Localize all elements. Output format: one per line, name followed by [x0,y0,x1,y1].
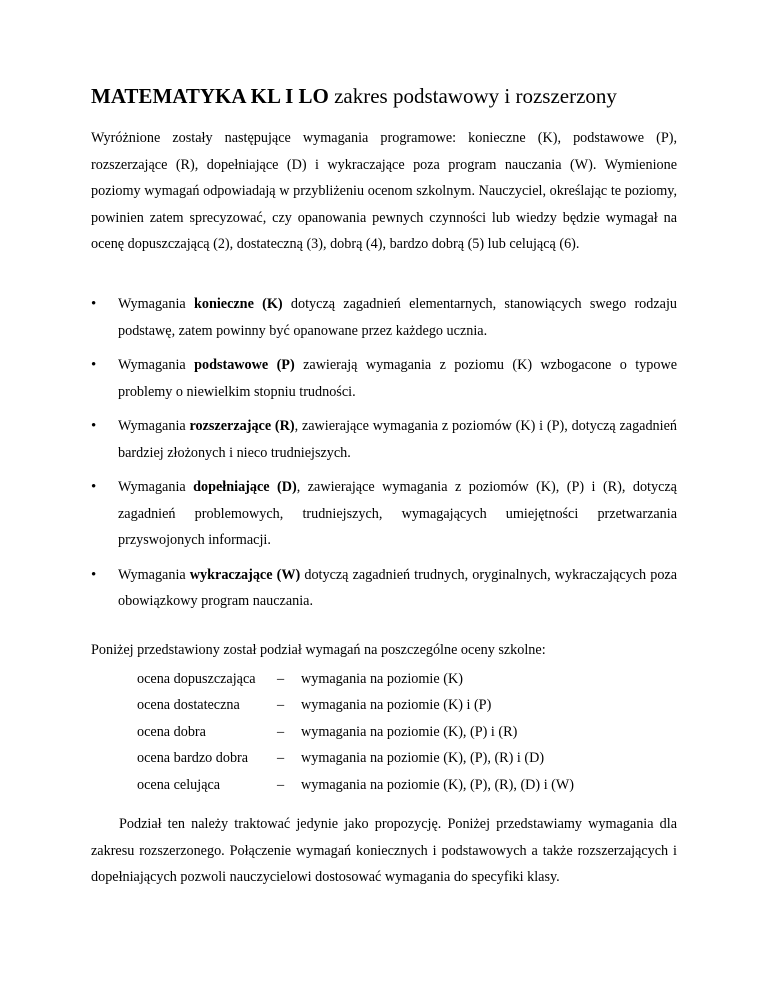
list-item [91,413,677,466]
table-row [137,772,574,799]
title-scope: zakres podstawowy i rozszerzony [334,84,617,108]
grades-intro: Poniżej przedstawiony został podział wymagań na poszczególne oceny szkolne: [91,642,546,658]
grade-name: ocena dostateczna [137,697,240,714]
requirement-levels-list [91,291,677,623]
list-item [91,474,677,554]
page-title [91,84,617,108]
level-name: dopełniające (D) [193,479,297,495]
intro-paragraph: Wyróżnione zostały następujące wymagania programowe: konieczne (K), podstawowe (P), rozszerzające (R), dopełniające (D) i wykraczające poza program nauczania (W). Wymienione poziomy wymagań odpowiadają w przybliżeniu ocenom szkolnym. Nauczyciel, określając te poziomy, powinien zatem sprecyzować, czy opanowania pewnych czynności lub wiedzy będzie wymagał na ocenę dopuszczającą (2), dostateczną (3), dobrą (4), bardzo dobrą (5) lub celującą (6). [91,130,677,252]
grade-name: ocena celująca [137,776,221,793]
level-prefix: Wymagania [118,479,194,495]
grade-name: ocena dobra [137,723,206,740]
table-row [137,746,574,773]
level-prefix: Wymagania [118,296,194,312]
level-name: wykraczające (W) [189,566,301,583]
title-subject: MATEMATYKA KL I LO [91,84,329,108]
level-prefix: Wymagania [118,418,190,434]
grade-requirement: wymagania na poziomie (K), (P), (R), (D) i (W) [301,776,575,793]
level-name: rozszerzające (R) [189,418,295,434]
level-description: dotyczą zagadnień elementarnych, stanowiących swego rodzaju podstawę, zatem powinny być opanowane przez każdego ucznia. [118,296,677,339]
grade-requirement: wymagania na poziomie (K) [301,670,463,687]
list-item [91,562,677,615]
list-item [91,291,677,344]
grade-dash: – [277,670,285,687]
grade-dash: – [277,750,285,767]
table-row [137,719,574,746]
grade-requirement: wymagania na poziomie (K) i (P) [301,697,492,714]
level-description: zawierają wymagania z poziomu (K) wzbogacone o typowe problemy o niewielkim stopniu trudności. [118,357,677,400]
level-description: , zawierające wymagania z poziomów (K), (P) i (R), dotyczą zagadnień problemowych, trudniejszych, wymagających umiejętności przetwarzania przyswojonych informacji. [118,479,677,548]
grade-requirement: wymagania na poziomie (K), (P), (R) i (D) [301,750,545,767]
level-name: konieczne (K) [193,296,283,312]
list-item [91,352,677,405]
level-description: dotyczą zagadnień trudnych, oryginalnych, wykraczających poza obowiązkowy program nauczania. [118,566,678,609]
grade-name: ocena bardzo dobra [137,750,249,767]
table-row [137,693,574,720]
grade-dash: – [277,697,285,714]
table-row [137,666,574,693]
grade-dash: – [277,723,285,740]
grade-name: ocena dopuszczająca [137,670,256,687]
level-name: podstawowe (P) [194,357,295,373]
grade-dash: – [277,776,285,793]
closing-paragraph: Podział ten należy traktować jedynie jako propozycję. Poniżej przedstawiamy wymagania dla zakresu rozszerzonego. Połączenie wymagań koniecznych i podstawowych a także rozszerzających i dopełniających pozwoli nauczycielowi dostosować wymagania do specyfiki klasy. [91,816,677,885]
grades-table [137,666,574,799]
level-prefix: Wymagania [118,357,195,373]
grade-requirement: wymagania na poziomie (K), (P) i (R) [301,723,518,740]
level-description: , zawierające wymagania z poziomów (K) i (P), dotyczą zagadnień bardziej złożonych i nieco trudniejszych. [118,418,677,461]
level-prefix: Wymagania [118,566,190,583]
